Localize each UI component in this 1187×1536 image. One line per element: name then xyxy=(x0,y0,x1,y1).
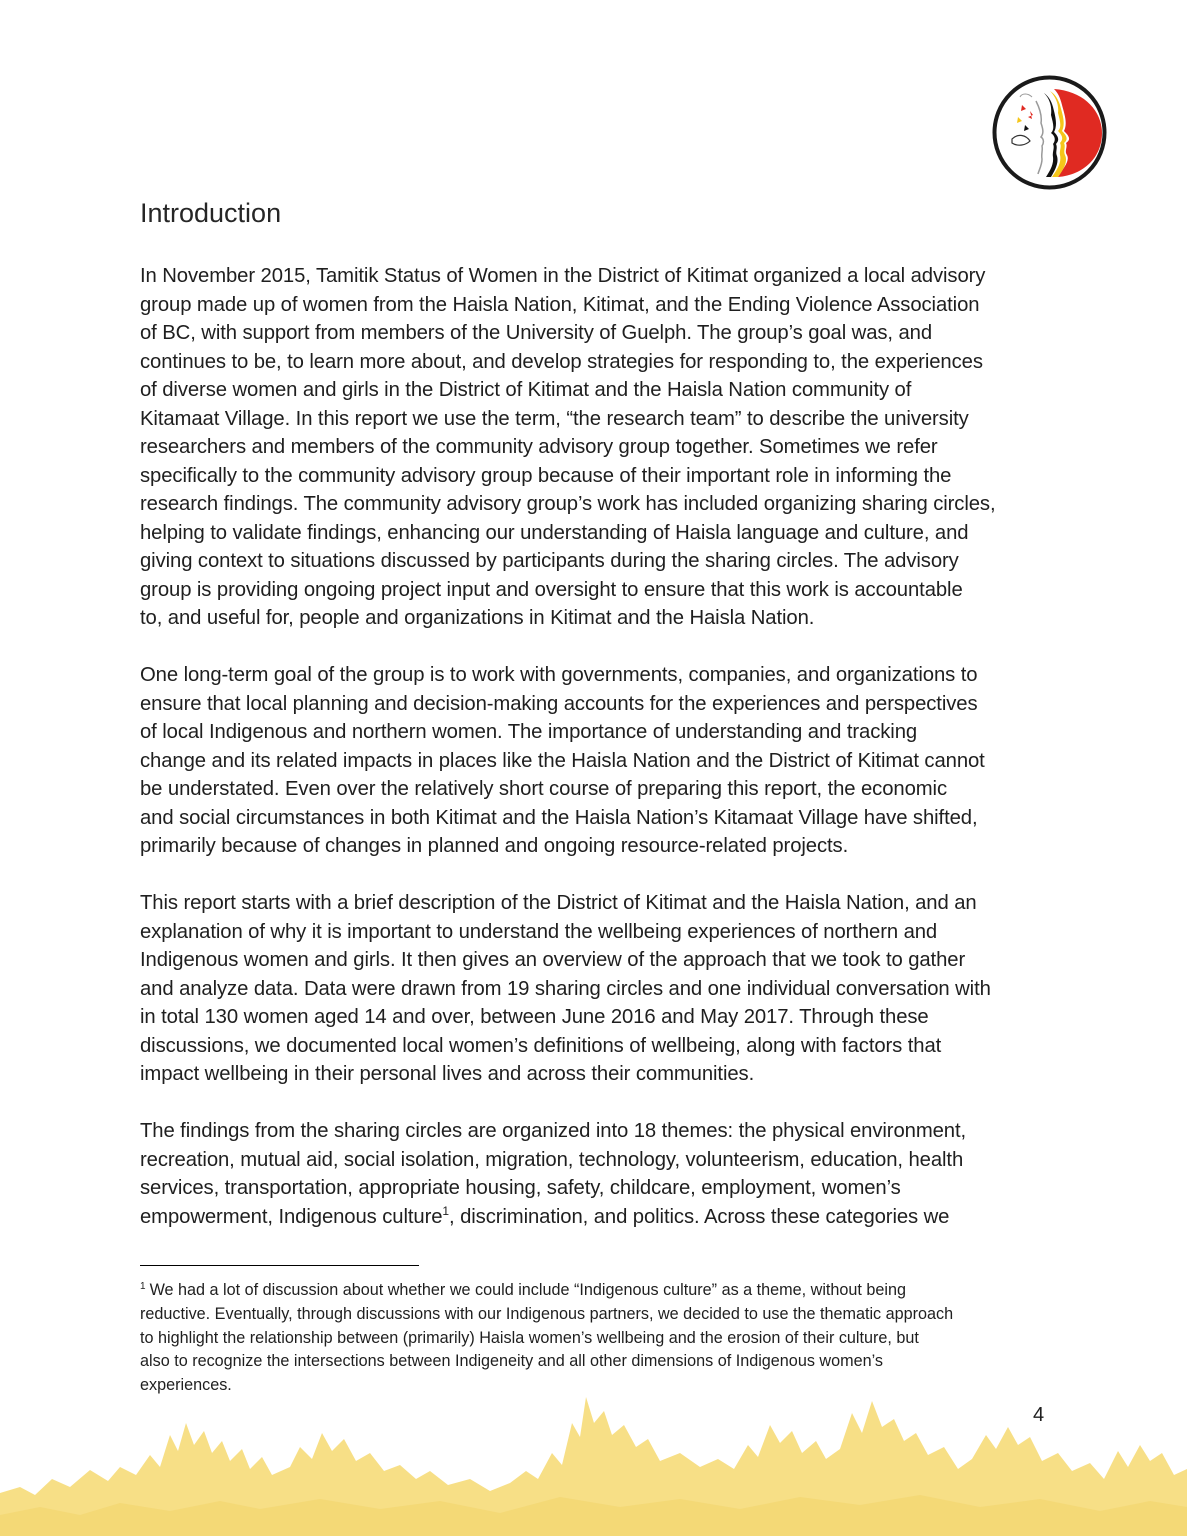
text-line: to, and useful for, people and organizations in Kitimat and the Haisla Nation. xyxy=(140,607,815,629)
paragraph xyxy=(140,889,1055,1089)
text-line: The findings from the sharing circles are organized into 18 themes: the physical environment, xyxy=(140,1120,967,1142)
text-fragment: empowerment, Indigenous culture xyxy=(140,1205,443,1228)
text-line xyxy=(140,1203,1055,1232)
text-line: services, transportation, appropriate housing, safety, childcare, employment, women’s xyxy=(140,1177,901,1199)
footnote-text: We had a lot of discussion about whether we could include “Indigenous culture” as a theme, without being xyxy=(149,1281,907,1299)
body-text xyxy=(140,262,1055,1260)
paragraph xyxy=(140,661,1055,861)
text-line: and analyze data. Data were drawn from 19 sharing circles and one individual conversation with xyxy=(140,977,991,1000)
text-line: impact wellbeing in their personal lives and across their communities. xyxy=(140,1063,755,1085)
footnote-line: reductive. Eventually, through discussions with our Indigenous partners, we decided to use the thematic approach xyxy=(140,1304,954,1323)
text-line: of local Indigenous and northern women. The importance of understanding and tracking xyxy=(140,721,918,743)
text-fragment: , discrimination, and politics. Across these categories we xyxy=(449,1205,950,1228)
text-line: In November 2015, Tamitik Status of Women in the District of Kitimat organized a local advisory xyxy=(140,265,986,287)
footnote-marker: 1 xyxy=(140,1280,146,1292)
text-line: specifically to the community advisory group because of their important role in informing the xyxy=(140,464,952,487)
footnote-line: also to recognize the intersections between Indigeneity and all other dimensions of Indigenous women’s xyxy=(140,1352,883,1371)
page-title: Introduction xyxy=(140,198,282,228)
text-line: and social circumstances in both Kitimat and the Haisla Nation’s Kitamaat Village have shifted, xyxy=(140,806,978,829)
paragraph xyxy=(140,1117,1055,1231)
text-line: recreation, mutual aid, social isolation, migration, technology, volunteerism, education, health xyxy=(140,1148,964,1171)
text-line: This report starts with a brief description of the District of Kitimat and the Haisla Nation, and an xyxy=(140,892,977,914)
text-line: continues to be, to learn more about, and develop strategies for responding to, the experiences xyxy=(140,350,983,373)
text-line: research findings. The community advisory group’s work has included organizing sharing circles, xyxy=(140,493,996,515)
text-line: of diverse women and girls in the District of Kitimat and the Haisla Nation community of xyxy=(140,379,912,401)
text-line: Kitamaat Village. In this report we use the term, “the research team” to describe the university xyxy=(140,407,969,430)
text-line: group is providing ongoing project input and oversight to ensure that this work is accountable xyxy=(140,578,963,601)
text-line: Indigenous women and girls. It then gives an overview of the approach that we took to gather xyxy=(140,949,966,971)
text-line: discussions, we documented local women’s definitions of wellbeing, along with factors that xyxy=(140,1034,942,1057)
footnote-line xyxy=(140,1279,1060,1303)
text-line: explanation of why it is important to understand the wellbeing experiences of northern and xyxy=(140,920,938,943)
footnote-line: experiences. xyxy=(140,1376,232,1395)
text-line: researchers and members of the community advisory group together. Sometimes we refer xyxy=(140,436,938,458)
text-line: helping to validate findings, enhancing our understanding of Haisla language and culture, and xyxy=(140,521,969,544)
footnote-divider xyxy=(140,1265,419,1266)
footnote-reference[interactable]: 1 xyxy=(442,1203,449,1218)
text-line: One long-term goal of the group is to work with governments, companies, and organizations to xyxy=(140,664,978,686)
text-line: change and its related impacts in places like the Haisla Nation and the District of Kitimat cannot xyxy=(140,749,985,772)
paragraph xyxy=(140,262,1055,633)
women-profiles-logo-icon xyxy=(992,75,1107,190)
text-line: ensure that local planning and decision-making accounts for the experiences and perspectives xyxy=(140,692,978,715)
footnote-line: to highlight the relationship between (primarily) Haisla women’s wellbeing and the erosion of their culture, but xyxy=(140,1328,919,1347)
tree-silhouettes-decoration xyxy=(0,1375,1187,1536)
page-number: 4 xyxy=(1033,1404,1045,1426)
text-line: giving context to situations discussed by participants during the sharing circles. The advisory xyxy=(140,550,959,572)
text-line: be understated. Even over the relatively short course of preparing this report, the economic xyxy=(140,778,948,800)
text-line: group made up of women from the Haisla Nation, Kitimat, and the Ending Violence Association xyxy=(140,293,980,316)
text-line: of BC, with support from members of the University of Guelph. The group’s goal was, and xyxy=(140,322,933,344)
text-line: in total 130 women aged 14 and over, between June 2016 and May 2017. Through these xyxy=(140,1006,929,1028)
text-line: primarily because of changes in planned and ongoing resource-related projects. xyxy=(140,835,849,857)
